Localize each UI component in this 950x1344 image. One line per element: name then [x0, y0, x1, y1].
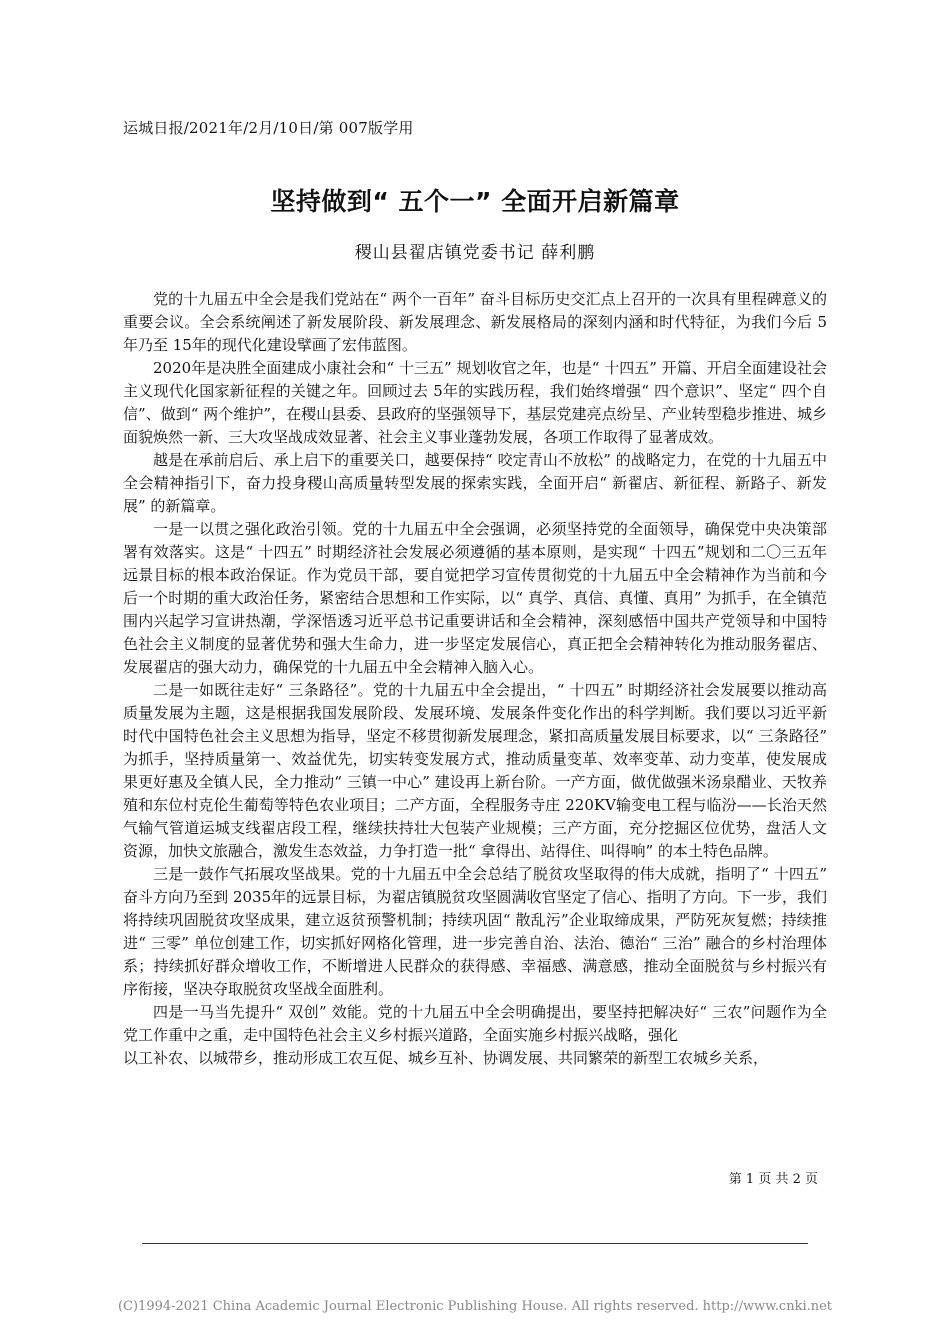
paragraph: 三是一鼓作气拓展攻坚战果。党的十九届五中全会总结了脱贫攻坚取得的伟大成就，指明了“ 十四五” 奋斗方向乃至到 2035年的远景目标，为翟店镇脱贫攻坚圆满收官坚定了信心、指明了方向。下一步，我们将持续巩固脱贫攻坚成果，建立返贫预警机制；持续巩固“ 散乱污”企业取缔成果，严防死灰复燃；持续推进“ 三零” 单位创建工作，切实抓好网格化管理，进一步完善自治、法治、德治“ 三治” 融合的乡村治理体系；持续抓好群众增收工作，不断增进人民群众的获得感、幸福感、满意感，推动全面脱贫与乡村振兴有序衔接，坚决夺取脱贫攻坚战全面胜利。: [123, 865, 827, 998]
paragraph: 党的十九届五中全会是我们党站在“ 两个一百年” 奋斗目标历史交汇点上召开的一次具有里程碑意义的重要会议。全会系统阐述了新发展阶段、新发展理念、新发展格局的深刻内涵和时代特征，为我们今后 5年乃至 15年的现代化建设擘画了宏伟蓝图。: [123, 290, 827, 354]
article-author: 稷山县翟店镇党委书记 薛利鹏: [354, 243, 596, 263]
article-body: [123, 288, 827, 1070]
copyright-notice: (C)1994-2021 China Academic Journal Electronic Publishing House. All rights reserved. http://www.cnki.net: [117, 1299, 833, 1314]
paragraph: 一是一以贯之强化政治引领。党的十九届五中全会强调，必须坚持党的全面领导，确保党中央决策部署有效落实。这是“ 十四五” 时期经济社会发展必须遵循的基本原则，是实现“ 十四五”规划和二〇三五年远景目标的根本政治保证。作为党员干部，要自觉把学习宣传贯彻党的十九届五中全会精神作为当前和今后一个时期的重大政治任务，紧密结合思想和工作实际，以“ 真学、真信、真懂、真用” 为抓手，在全镇范围内兴起学习宣讲热潮，学深悟透习近平总书记重要讲话和全会精神，深刻感悟中国共产党领导和中国特色社会主义制度的显著优势和强大生命力，进一步坚定发展信心，真正把全会精神转化为推动服务翟店、发展翟店的强大动力，确保党的十九届五中全会精神入脑入心。: [123, 520, 827, 676]
source-line: 运城日报/2021年/2月/10日/第 007版学用: [123, 119, 414, 137]
paragraph: 二是一如既往走好“ 三条路径”。党的十九届五中全会提出，“ 十四五” 时期经济社会发展要以推动高质量发展为主题，这是根据我国发展阶段、发展环境、发展条件变化作出的科学判断。我们要以习近平新时代中国特色社会主义思想为指导，坚定不移贯彻新发展理念，紧扣高质量发展目标要求，以“ 三条路径” 为抓手，坚持质量第一、效益优先，切实转变发展方式，推动质量变革、效率变革、动力变革，使发展成果更好惠及全镇人民，全力推动“ 三镇一中心” 建设再上新台阶。一产方面，做优做强米汤泉醋业、天牧养殖和东位村克伦生葡萄等特色农业项目；二产方面，全程服务寺庄 220KV输变电工程与临汾——长治天然气输气管道运城支线翟店段工程，继续扶持壮大包装产业规模；三产方面，充分挖掘区位优势，盘活人文资源，加快文旅融合，激发生态效益，力争打造一批“ 拿得出、站得住、叫得响” 的本土特色品牌。: [123, 681, 827, 860]
paragraph-continuation: 以工补农、以城带乡，推动形成工农互促、城乡互补、协调发展、共同繁荣的新型工农城乡关系，: [123, 1049, 769, 1067]
footer-divider: [142, 1243, 808, 1244]
article-title: 坚持做到“ 五个一” 全面开启新篇章: [270, 187, 680, 216]
page-number: 第 1 页 共 2 页: [728, 1172, 818, 1187]
paragraph: 四是一马当先提升“ 双创” 效能。党的十九届五中全会明确提出，要坚持把解决好“ 三农”问题作为全党工作重中之重，走中国特色社会主义乡村振兴道路，全面实施乡村振兴战略，强化: [123, 1003, 827, 1044]
paragraph: 越是在承前启后、承上启下的重要关口，越要保持“ 咬定青山不放松” 的战略定力，在党的十九届五中全会精神指引下，奋力投身稷山高质量转型发展的探索实践，全面开启“ 新翟店、新征程、新路子、新发展” 的新篇章。: [123, 451, 827, 515]
paragraph: 2020年是决胜全面建成小康社会和“ 十三五” 规划收官之年，也是“ 十四五” 开篇、开启全面建设社会主义现代化国家新征程的关键之年。回顾过去 5年的实践历程，我们始终增强“ 四个意识”、坚定“ 四个自信”、做到“ 两个维护”，在稷山县委、县政府的坚强领导下，基层党建亮点纷呈、产业转型稳步推进、城乡面貌焕然一新、三大攻坚战成效显著、社会主义事业蓬勃发展，各项工作取得了显著成效。: [123, 359, 827, 446]
